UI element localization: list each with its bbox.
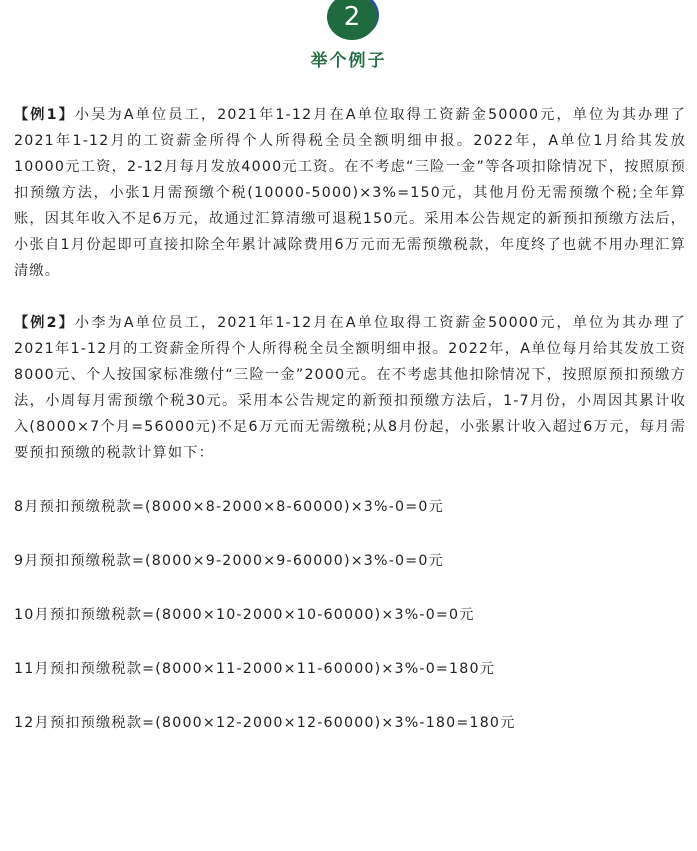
example-2-tag: 【例2】 — [14, 315, 75, 331]
formula-december: 12月预扣预缴税款=(8000×12-2000×12-60000)×3%-180=180元 — [14, 715, 516, 731]
example-2-paragraph — [14, 310, 686, 466]
section-title: 举个例子 — [310, 51, 387, 71]
example-1-tag: 【例1】 — [14, 107, 75, 123]
formula-september: 9月预扣预缴税款=(8000×9-2000×9-60000)×3%-0=0元 — [14, 553, 444, 569]
formula-november: 11月预扣预缴税款=(8000×11-2000×11-60000)×3%-0=180元 — [14, 661, 496, 677]
section-header — [0, 0, 697, 80]
article-body — [14, 102, 686, 736]
section-number-badge: 2 — [327, 0, 377, 40]
example-1-text: 小吴为A单位员工，2021年1-12月在A单位取得工资薪金50000元，单位为其办理了2021年1-12月的工资薪金所得个人所得税全员全额明细申报。2022年，A单位1月给其发放10000元工资，2-12月每月发放4000元工资。在不考虑“三险一金”等各项扣除情况下，按照原预扣预缴方法，小张1月需预缴个税(10000-5000)×3%=150元，其他月份无需预缴个税;全年算账，因其年收入不足6万元，故通过汇算清缴可退税150元。采用本公告规定的新预扣预缴方法后，小张自1月份起即可直接扣除全年累计减除费用6万元而无需预缴税款，年度终了也就不用办理汇算清缴。 — [14, 107, 686, 279]
example-2-text: 小李为A单位员工，2021年1-12月在A单位取得工资薪金50000元，单位为其办理了2021年1-12月的工资薪金所得个人所得税全员全额明细申报。2022年，A单位每月给其发放工资8000元、个人按国家标准缴付“三险一金”2000元。在不考虑其他扣除情况下，按照原预扣预缴方法，小周每月需预缴个税30元。采用本公告规定的新预扣预缴方法后，1-7月份，小周因其累计收入(8000×7个月=56000元)不足6万元而无需缴税;从8月份起，小张累计收入超过6万元，每月需要预扣预缴的税款计算如下： — [14, 315, 686, 461]
formula-october: 10月预扣预缴税款=(8000×10-2000×10-60000)×3%-0=0元 — [14, 607, 475, 623]
example-1-paragraph — [14, 102, 686, 284]
formula-august: 8月预扣预缴税款=(8000×8-2000×8-60000)×3%-0=0元 — [14, 499, 444, 515]
